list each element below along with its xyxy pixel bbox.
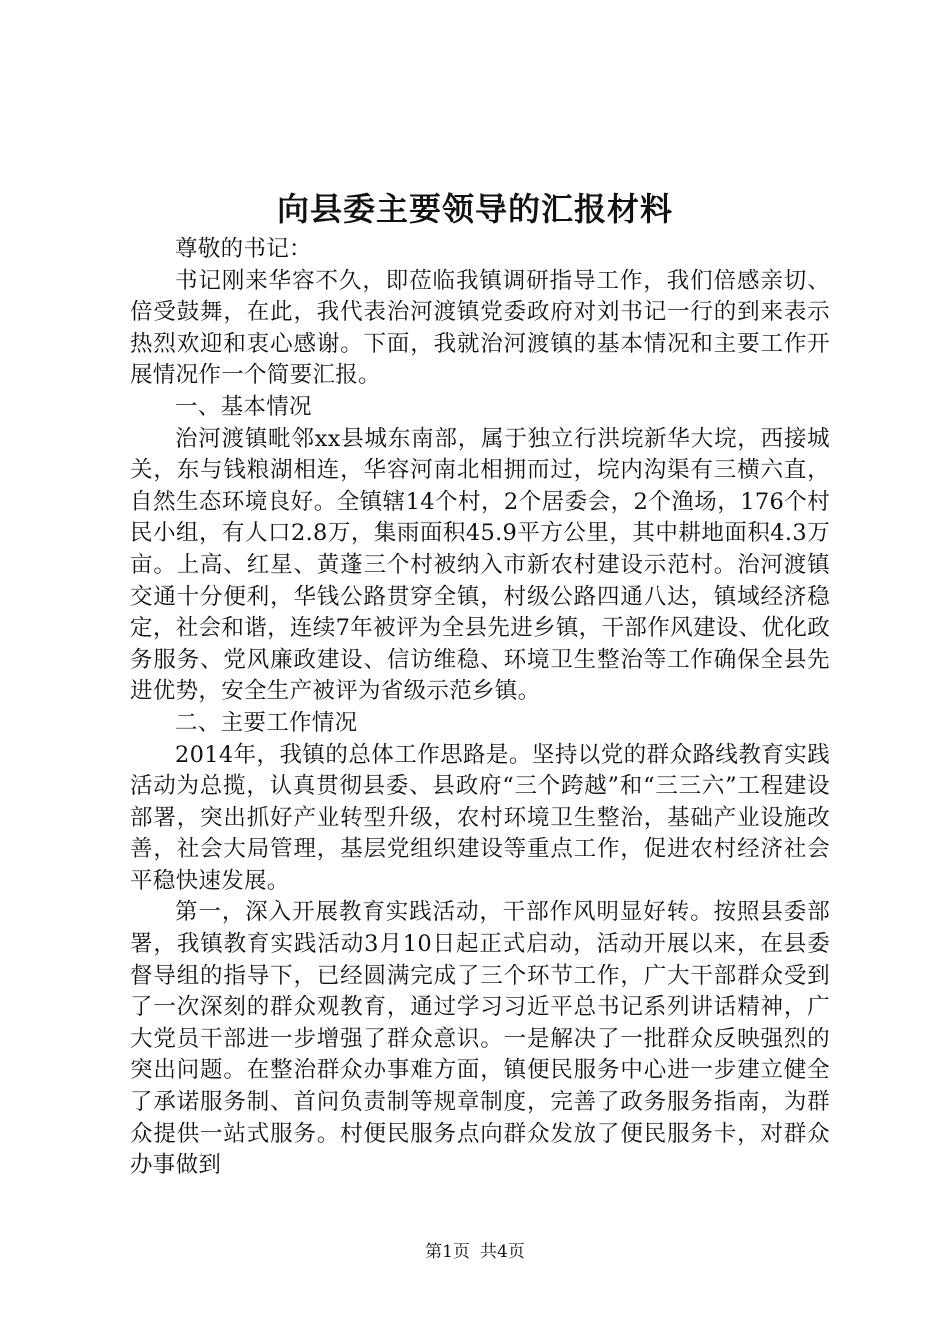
page-footer bbox=[0, 1240, 950, 1264]
salutation: 尊敬的书记： bbox=[175, 236, 312, 262]
section-heading-main-work: 二、主要工作情况 bbox=[175, 709, 358, 736]
paragraph-work-approach: 2014年，我镇的总体工作思路是。坚持以党的群众路线教育实践活动为总揽，认真贯彻县委、县政府“三个跨越”和“三三六”工程建设部署，突出抓好产业转型升级，农村环境卫生整治，基础产业设施改善，社会大局管理，基层党组织建设等重点工作，促进农村经济社会平稳快速发展。 bbox=[130, 741, 830, 894]
paragraph-intro: 书记刚来华容不久，即莅临我镇调研指导工作，我们倍感亲切、倍受鼓舞，在此，我代表治河渡镇党委政府对刘书记一行的到来表示热烈欢迎和衷心感谢。下面，我就治河渡镇的基本情况和主要工作开展情况作一个简要汇报。 bbox=[130, 267, 830, 389]
document-body bbox=[130, 234, 830, 1182]
paragraph-first-point: 第一，深入开展教育实践活动，干部作风明显好转。按照县委部署，我镇教育实践活动3月10日起正式启动，活动开展以来，在县委督导组的指导下，已经圆满完成了三个环节工作，广大干部群众受到了一次深刻的群众观教育，通过学习习近平总书记系列讲话精神，广大党员干部进一步增强了群众意识。一是解决了一批群众反映强烈的突出问题。在整治群众办事难方面，镇便民服务中心进一步建立健全了承诺服务制、首问负责制等规章制度，完善了政务服务指南，为群众提供一站式服务。村便民服务点向群众发放了便民服务卡，对群众办事做到 bbox=[130, 899, 830, 1179]
page-total: 共4页 bbox=[480, 1242, 525, 1262]
paragraph-basic-situation: 治河渡镇毗邻xx县城东南部，属于独立行洪垸新华大垸，西接城关，东与钱粮湖相连，华容河南北相拥而过，垸内沟渠有三横六直，自然生态环境良好。全镇辖14个村，2个居委会，2个渔场，176个村民小组，有人口2.8万，集雨面积45.9平方公里，其中耕地面积4.3万亩。上高、红星、黄蓬三个村被纳入市新农村建设示范村。治河渡镇交通十分便利，华钱公路贯穿全镇，村级公路四通八达，镇域经济稳定，社会和谐，连续7年被评为全县先进乡镇，干部作风建设、优化政务服务、党风廉政建设、信访维稳、环境卫生整治等工作确保全县先进优势，安全生产被评为省级示范乡镇。 bbox=[130, 425, 830, 705]
page-number: 第1页 bbox=[425, 1242, 470, 1262]
document-title: 向县委主要领导的汇报材料 bbox=[276, 190, 673, 228]
section-heading-basic: 一、基本情况 bbox=[175, 393, 312, 420]
